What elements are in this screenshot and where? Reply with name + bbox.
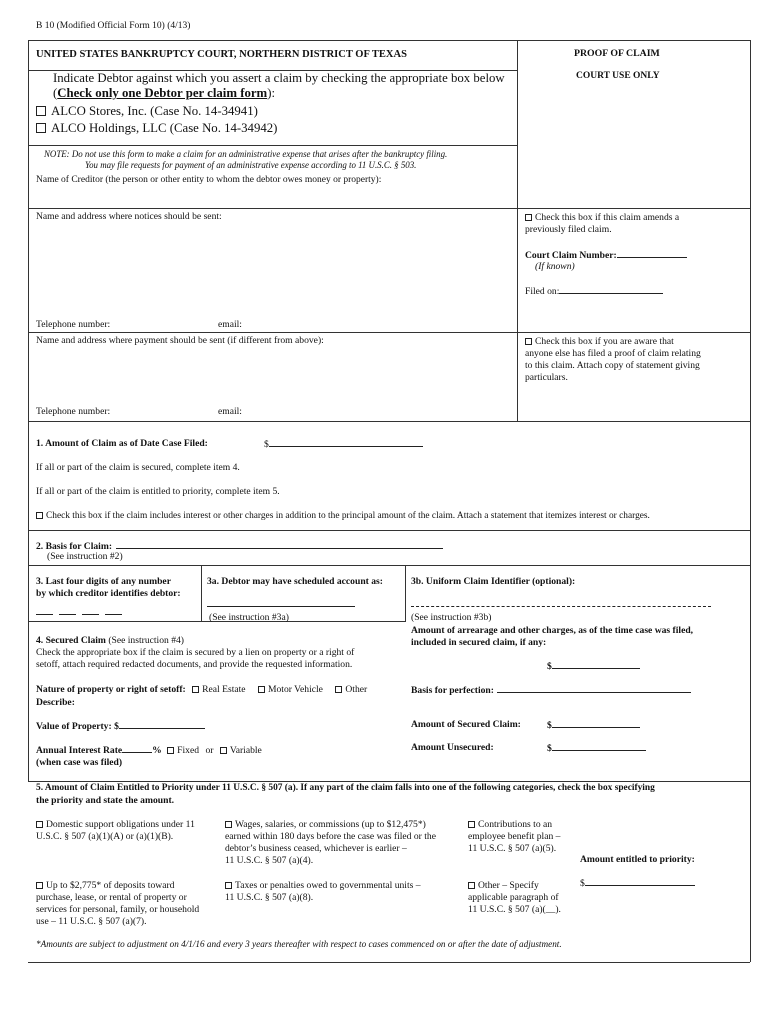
when-case-filed-note: (when case was filed)	[36, 757, 123, 768]
value-of-property-field[interactable]	[119, 720, 205, 729]
court-name: UNITED STATES BANKRUPTCY COURT, NORTHERN DISTRICT OF TEXAS	[36, 49, 407, 60]
contributions-option[interactable]: Contributions to an employee benefit plan – 11 U.S.C. § 507 (a)(5).	[468, 819, 561, 854]
arrearage-label-1: Amount of arrearage and other charges, as of the time case was filed,	[411, 625, 694, 636]
item3-divider-a	[201, 565, 202, 621]
motor-vehicle-option[interactable]: Motor Vehicle	[258, 684, 323, 695]
domestic-support-checkbox[interactable]	[36, 821, 43, 828]
amends-text-2: previously filed claim.	[525, 224, 612, 235]
notices-email-label: email:	[218, 319, 242, 330]
interest-rate-field[interactable]	[122, 744, 152, 753]
other-property-option[interactable]: Other	[335, 684, 367, 695]
taxes-checkbox[interactable]	[225, 882, 232, 889]
filed-on-field[interactable]	[559, 285, 663, 294]
domestic-support-option[interactable]: Domestic support obligations under 11 U.S.C. § 507 (a)(1)(A) or (a)(1)(B).	[36, 819, 195, 842]
taxes-option[interactable]: Taxes or penalties owed to governmental units – 11 U.S.C. § 507 (a)(8).	[225, 880, 421, 903]
court-use-only: COURT USE ONLY	[576, 71, 660, 81]
item3a-instruction: (See instruction #3a)	[209, 612, 289, 623]
item3a-label: 3a. Debtor may have scheduled account as:	[207, 576, 383, 587]
item3b-field[interactable]	[411, 598, 711, 610]
item4-desc-2: setoff, attach required redacted documents, and provide the requested information.	[36, 659, 353, 670]
line-debtor	[28, 145, 517, 146]
line-payment	[28, 421, 750, 422]
check-only-one-note: (Check only one Debtor per claim form):	[53, 86, 276, 100]
interest-checkbox-row[interactable]: Check this box if the claim includes interest or other charges in addition to the principal amount of the claim. Attach a statement that itemizes interest or charges.	[36, 511, 650, 521]
aware-checkbox-row[interactable]: Check this box if you are aware that	[525, 336, 674, 347]
perfection-field[interactable]	[497, 684, 691, 693]
perfection-label: Basis for perfection:	[411, 684, 691, 696]
variable-rate-option[interactable]: Variable	[220, 745, 262, 756]
priority-amount-field[interactable]: $	[580, 877, 695, 889]
item3-label-1: 3. Last four digits of any number	[36, 576, 171, 587]
admin-note-line2: You may file requests for payment of an administrative expense according to 11 U.S.C. § 503.	[85, 160, 417, 170]
real-estate-option[interactable]: Real Estate	[192, 684, 245, 695]
adjustment-footnote: *Amounts are subject to adjustment on 4/1/16 and every 3 years thereafter with respect to cases commenced on or after the date of adjustment.	[36, 939, 562, 949]
frame-bottom	[28, 962, 750, 963]
item2-basis-label: 2. Basis for Claim:	[36, 540, 443, 552]
contributions-checkbox[interactable]	[468, 821, 475, 828]
other-priority-option[interactable]: Other – Specify applicable paragraph of 11 U.S.C. § 507 (a)(__).	[468, 880, 561, 915]
debtor-checkbox-holdings[interactable]	[36, 123, 46, 133]
unsecured-amount-label: Amount Unsecured:	[411, 742, 494, 753]
item3-last-four-field[interactable]	[36, 606, 122, 618]
line-notices	[28, 332, 750, 333]
notices-address-label: Name and address where notices should be sent:	[36, 211, 222, 222]
form-id: B 10 (Modified Official Form 10) (4/13)	[36, 21, 191, 31]
aware-text-4: particulars.	[525, 372, 568, 383]
value-of-property-label: Value of Property: $	[36, 720, 205, 732]
court-use-divider	[517, 40, 518, 421]
payment-telephone-label: Telephone number:	[36, 406, 111, 417]
arrearage-amount-field[interactable]: $	[547, 660, 640, 672]
debtor-option-alco-holdings[interactable]: ALCO Holdings, LLC (Case No. 14-34942)	[36, 121, 277, 136]
item3b-label: 3b. Uniform Claim Identifier (optional):	[411, 576, 576, 587]
item5-title-2: the priority and state the amount.	[36, 795, 175, 806]
debtor-instruction: Indicate Debtor against which you assert a claim by checking the appropriate box below	[53, 71, 505, 85]
payment-address-label: Name and address where payment should be sent (if different from above):	[36, 335, 324, 346]
item1-priority-note: If all or part of the claim is entitled to priority, complete item 5.	[36, 486, 280, 497]
filed-on-label: Filed on:	[525, 285, 663, 297]
if-known-note: (If known)	[535, 261, 575, 272]
secured-amount-field[interactable]: $	[547, 719, 640, 731]
debtor-option-alco-stores[interactable]: ALCO Stores, Inc. (Case No. 14-34941)	[36, 104, 258, 119]
amends-checkbox[interactable]	[525, 214, 532, 221]
item2-instruction: (See instruction #2)	[47, 551, 123, 562]
amount-entitled-label: Amount entitled to priority:	[580, 854, 695, 865]
aware-text-3: to this claim. Attach copy of statement giving	[525, 360, 700, 371]
frame-top	[28, 40, 750, 41]
item1-amount-field[interactable]: $	[264, 438, 423, 450]
item4-desc-1: Check the appropriate box if the claim is secured by a lien on property or a right of	[36, 647, 355, 658]
item4-title: 4. Secured Claim (See instruction #4)	[36, 635, 184, 646]
wages-checkbox[interactable]	[225, 821, 232, 828]
unsecured-amount-field[interactable]: $	[547, 742, 646, 754]
item1-secured-note: If all or part of the claim is secured, complete item 4.	[36, 462, 240, 473]
item1-amount-label: 1. Amount of Claim as of Date Case Filed:	[36, 438, 208, 449]
court-claim-number-label: Court Claim Number:	[525, 249, 687, 261]
notices-address-field[interactable]	[36, 225, 511, 315]
secured-amount-label: Amount of Secured Claim:	[411, 719, 521, 730]
wages-option[interactable]: Wages, salaries, or commissions (up to $12,475*) earned within 180 days before the case was filed or the debtor’s business ceased, whichever is earlier – 11 U.S.C. § 507 (a)(4).	[225, 819, 436, 866]
aware-checkbox[interactable]	[525, 338, 532, 345]
interest-checkbox[interactable]	[36, 512, 43, 519]
creditor-name-field[interactable]	[36, 188, 511, 206]
other-priority-checkbox[interactable]	[468, 882, 475, 889]
aware-text-2: anyone else has filed a proof of claim relating	[525, 348, 701, 359]
payment-address-field[interactable]	[36, 349, 511, 403]
frame-left	[28, 40, 29, 782]
line-item4	[28, 781, 750, 782]
item5-title-1: 5. Amount of Claim Entitled to Priority under 11 U.S.C. § 507 (a). If any part of the claim falls into one of the following categories, check the box specifying	[36, 783, 655, 793]
item3b-instruction: (See instruction #3b)	[411, 612, 492, 623]
debtor-checkbox-stores[interactable]	[36, 106, 46, 116]
nature-of-property-row: Nature of property or right of setoff: Real Estate Motor Vehicle Other	[36, 684, 368, 695]
notices-telephone-label: Telephone number:	[36, 319, 111, 330]
deposits-option[interactable]: Up to $2,775* of deposits toward purchase, lease, or rental of property or services for personal, family, or household use – 11 U.S.C. § 507 (a)(7).	[36, 880, 200, 927]
arrearage-label-2: included in secured claim, if any:	[411, 637, 547, 648]
line-item1	[28, 530, 750, 531]
item3a-field[interactable]	[207, 598, 355, 610]
fixed-rate-option[interactable]: Fixed	[167, 745, 199, 756]
item2-basis-field[interactable]	[116, 540, 443, 549]
amends-checkbox-row[interactable]: Check this box if this claim amends a	[525, 212, 679, 223]
admin-note-line1: NOTE: Do not use this form to make a claim for an administrative expense that arises after the bankruptcy filing.	[44, 149, 448, 159]
deposits-checkbox[interactable]	[36, 882, 43, 889]
describe-label: Describe:	[36, 697, 75, 708]
proof-of-claim-title: PROOF OF CLAIM	[574, 48, 660, 59]
item3-divider-b	[405, 565, 406, 621]
court-claim-number-field[interactable]	[617, 249, 687, 258]
item3-label-2: by which creditor identifies debtor:	[36, 588, 181, 599]
interest-rate-row: Annual Interest Rate % Fixed or Variable	[36, 745, 262, 756]
payment-email-label: email:	[218, 406, 242, 417]
creditor-name-label: Name of Creditor (the person or other entity to whom the debtor owes money or property):	[36, 175, 382, 185]
frame-right	[750, 40, 751, 962]
line-item2	[28, 565, 750, 566]
line-creditor	[28, 208, 750, 209]
